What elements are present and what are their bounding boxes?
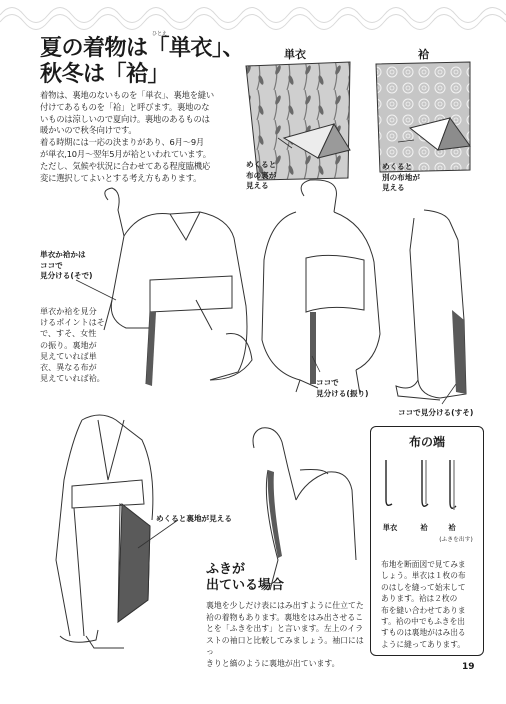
sleeve-note: 単衣か袷かは ココで 見分ける(そで) <box>40 250 93 280</box>
side-text: 単衣か袷を見分 けるポイントはそ で、すそ、女性 の振り。裏地が 見えていれば単 衣、異なる布が 見えていれば袷。 <box>40 306 105 384</box>
awase-fabric <box>376 62 470 172</box>
title-line-2: 秋冬は「袷」 <box>40 62 170 87</box>
title-ruby: ひとえ <box>152 31 168 37</box>
awase-label: 袷 <box>418 48 429 61</box>
edge-label-awase-fuki: 袷 <box>448 523 456 532</box>
hitoe-note: めくると 布の裏が 見える <box>246 160 277 190</box>
hitoe-label: 単衣 <box>284 48 306 61</box>
fuki-text: 裏地を少しだけ表にはみ出すように仕立てた 袷の着物もあります。裏地をはみ出させるこ とを「ふきを出す」と言います。左上のイラ ストの袖口と比較してみましょう。袖口にはっ きりと縞のように裏地が出ています。 <box>206 601 364 668</box>
edge-box-title: 布の端 <box>408 435 445 449</box>
page-number: 19 <box>462 662 475 672</box>
edge-box <box>370 426 484 656</box>
edge-box-text: 布地を断面図で見てみま しょう。単衣は１枚の布 のはしを縫って始末して あります。袷は２枚の 布を縫い合わせてありま す。袷の中でもふきを出 すものは裏地がはみ出る ように縫ってあります。 <box>381 560 466 649</box>
mekuru-note: めくると裏地が見える <box>156 514 232 523</box>
title-line-1: 夏の着物は「単衣」、 <box>40 36 245 61</box>
edge-label-awase: 袷 <box>420 523 428 532</box>
fuki-heading: ふきが 出ている場合 <box>206 562 285 593</box>
awase-note: めくると 別の布地が 見える <box>382 162 420 192</box>
edge-label-fuki: (ふきを出す) <box>439 537 473 543</box>
edge-label-hitoe: 単衣 <box>382 523 398 532</box>
furi-note: ココで 見分ける(振り) <box>316 378 369 398</box>
intro-text: 着物は、裏地のないものを「単衣」、裏地を縫い 付けてあるものを「袷」と呼びます。裏地のな いものは涼しいので夏向け。裏地のあるものは 暖かいので秋冬向けです。 着る時期には一応の決まりがあり、6月～9月 が単衣,10月～翌年5月が袷といわれています。 ただし、気候や状況に合わせてある程度臨機応 変に選択してよいとする考え方もあります。 <box>40 90 214 183</box>
suso-note: ココで見分ける(すそ) <box>398 408 474 417</box>
